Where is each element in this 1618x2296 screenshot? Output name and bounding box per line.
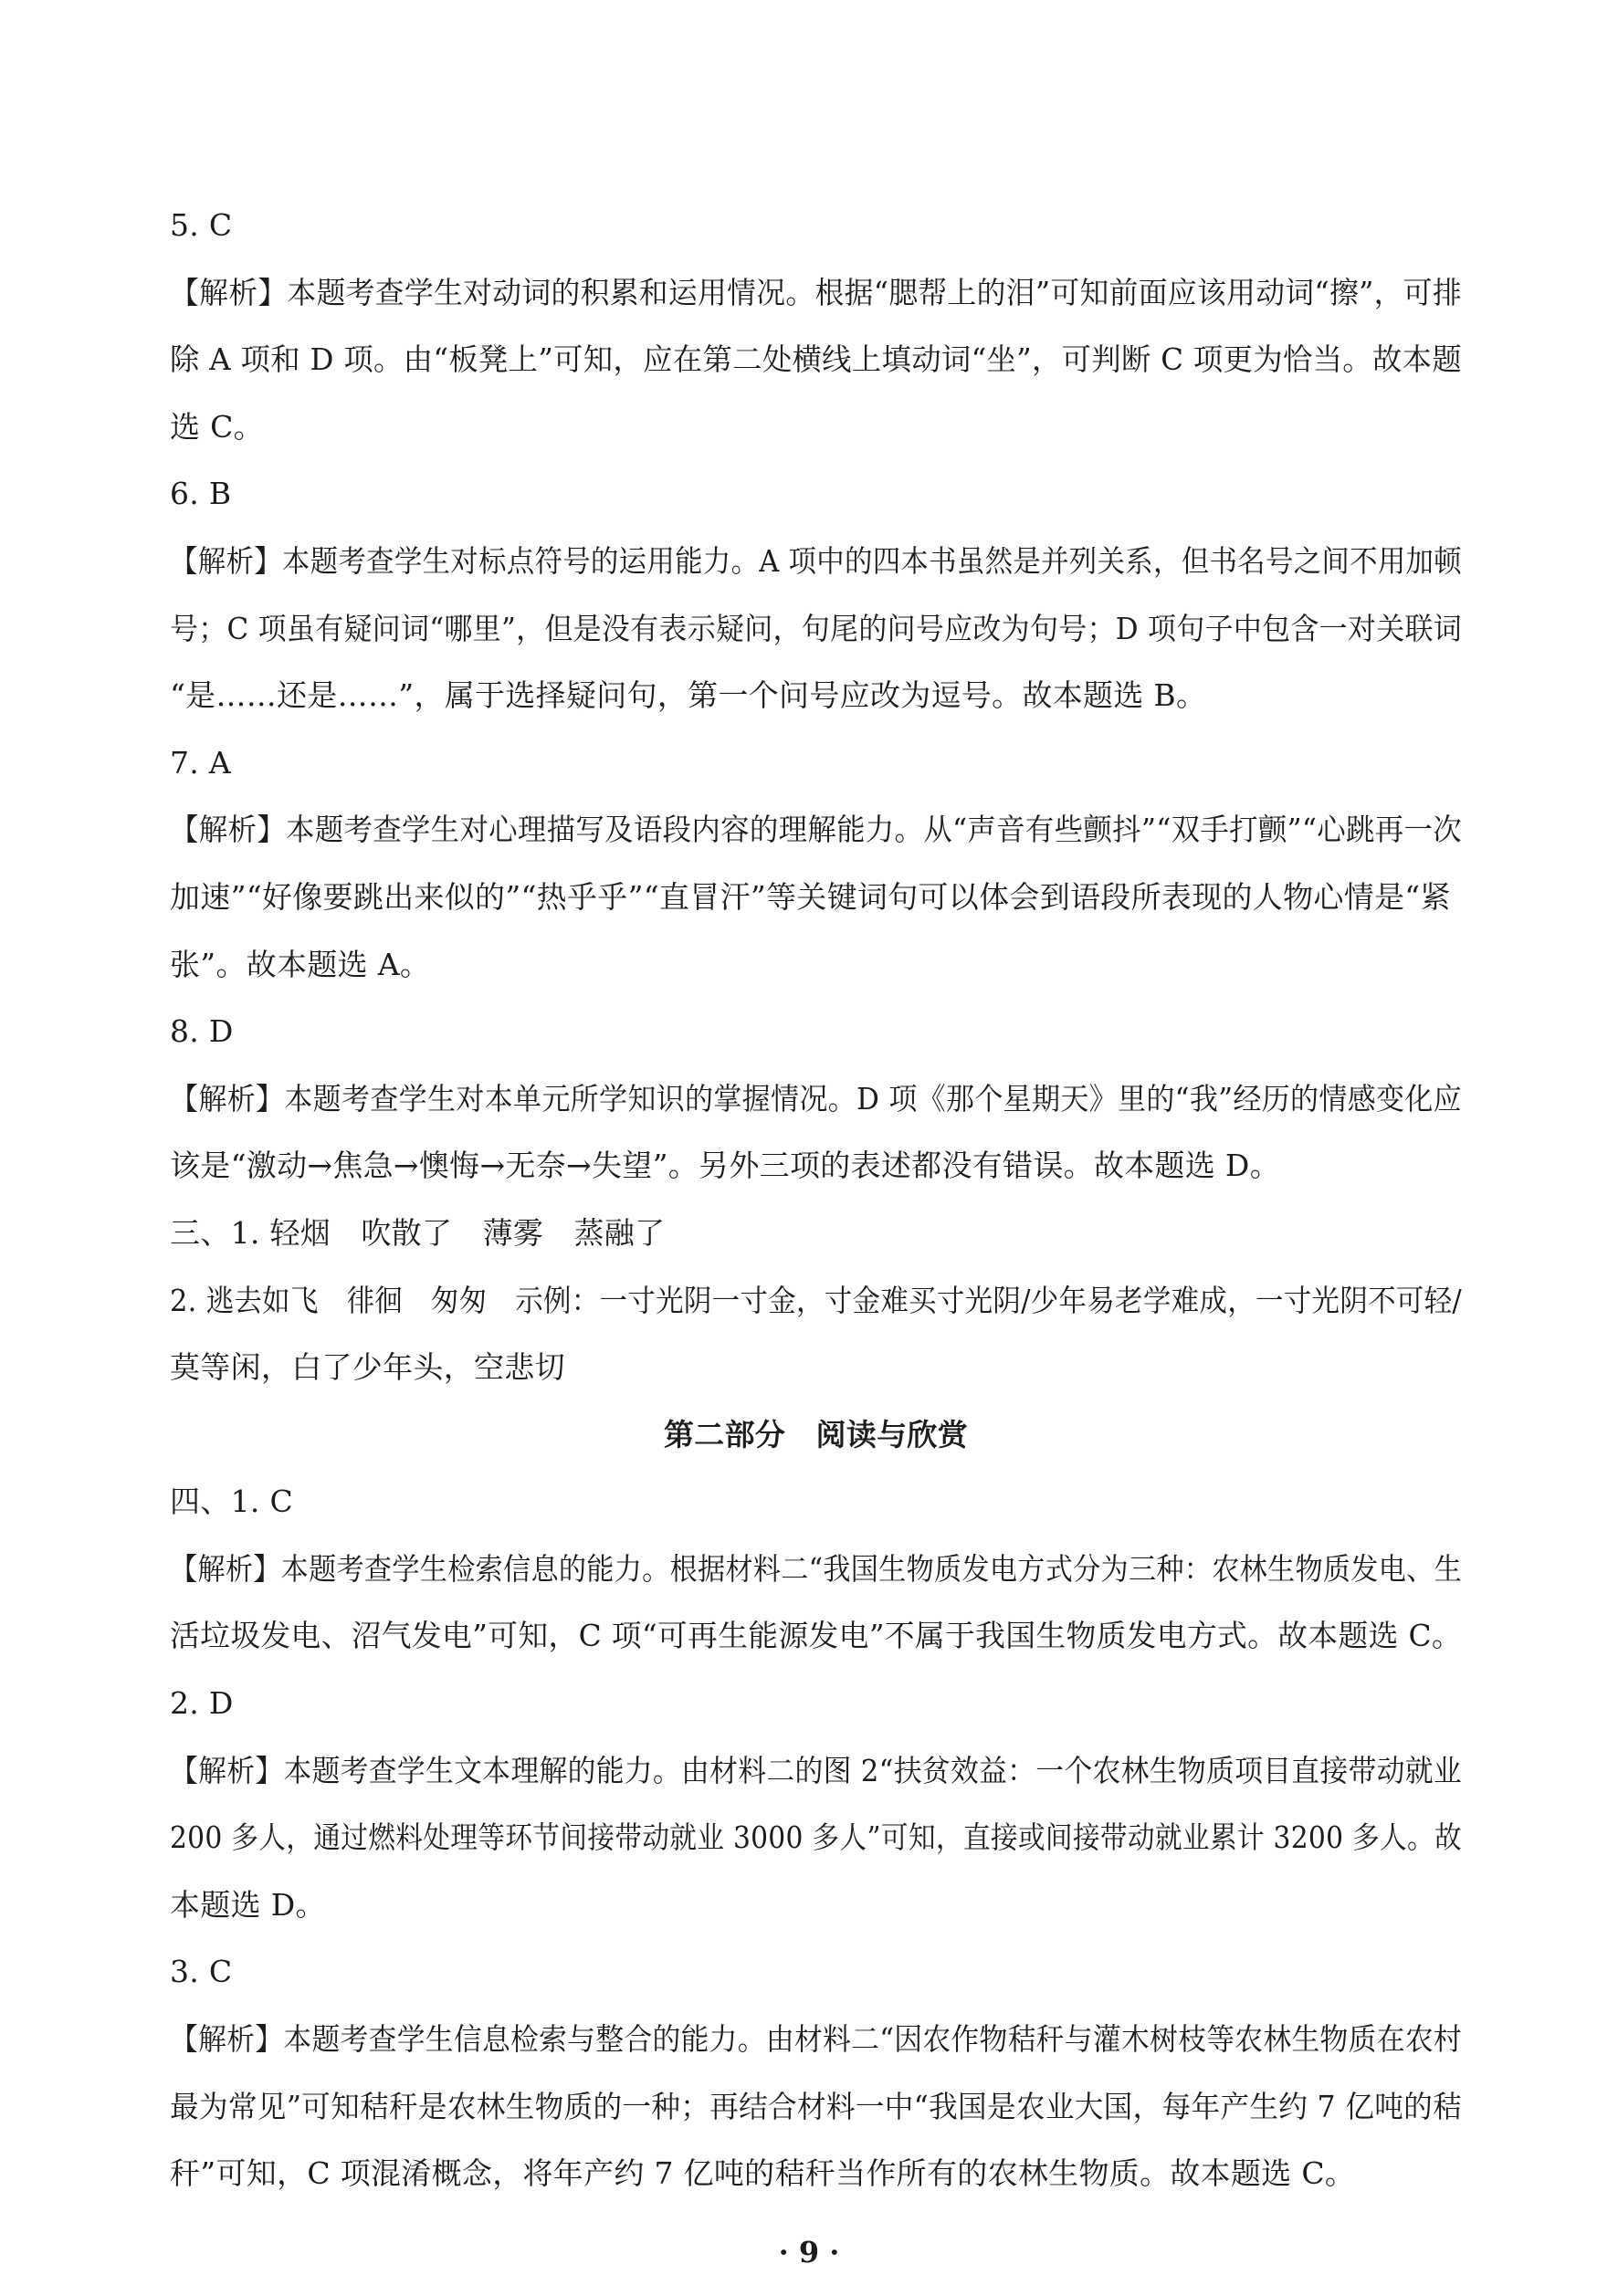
text-line: “是……还是……”，属于选择疑问句，第一个问号应改为逗号。故本题选 B。 <box>170 677 1207 714</box>
text-line: 7. A <box>170 744 232 781</box>
text-line: 【解析】本题考查学生文本理解的能力。由材料二的图 2“扶贫效益：一个农林生物质项目直接带动就业 <box>170 1752 1462 1788</box>
text-line: 本题选 D。 <box>170 1886 326 1923</box>
section-heading: 第二部分 阅读与欣赏 <box>664 1416 968 1452</box>
text-line: 三、1. 轻烟 吹散了 薄雾 蒸融了 <box>170 1214 666 1251</box>
text-line: 2. D <box>170 1685 234 1722</box>
text-line: 除 A 项和 D 项。由“板凳上”可知，应在第二处横线上填动词“坐”，可判断 C 项更为恰当。故本题 <box>170 341 1462 378</box>
text-line: 200 多人，通过燃料处理等环节间接带动就业 3000 多人”可知，直接或间接带动就业累计 3200 多人。故 <box>170 1819 1462 1856</box>
text-line: 6. B <box>170 476 232 512</box>
text-line: 【解析】本题考查学生对心理描写及语段内容的理解能力。从“声音有些颤抖”“双手打颤”“心跳再一次 <box>170 812 1462 848</box>
text-line: 【解析】本题考查学生检索信息的能力。根据材料二“我国生物质发电方式分为三种：农林生物质发电、生 <box>170 1550 1462 1587</box>
text-line: 3. C <box>170 1954 233 1990</box>
text-line: 该是“激动→焦急→懊悔→无奈→失望”。另外三项的表述都没有错误。故本题选 D。 <box>170 1148 1280 1184</box>
text-line: 号；C 项虽有疑问词“哪里”，但是没有表示疑问，句尾的问号应改为句号；D 项句子中包含一对关联词 <box>170 610 1462 646</box>
text-line: 5. C <box>170 207 233 243</box>
text-line: 【解析】本题考查学生对本单元所学知识的掌握情况。D 项《那个星期天》里的“我”经历的情感变化应 <box>170 1080 1462 1117</box>
text-line: 8. D <box>170 1013 234 1050</box>
text-line: 加速”“好像要跳出来似的”“热乎乎”“直冒汗”等关键词句可以体会到语段所表现的人物心情是“紧 <box>170 878 1451 915</box>
text-line: 四、1. C <box>170 1483 294 1520</box>
text-line: 【解析】本题考查学生对标点符号的运用能力。A 项中的四本书虽然是并列关系，但书名号之间不用加顿 <box>170 542 1462 579</box>
text-line: 最为常见”可知秸秆是农林生物质的一种；再结合材料一中“我国是农业大国，每年产生约 7 亿吨的秸 <box>170 2088 1462 2124</box>
text-line: 选 C。 <box>170 408 264 445</box>
text-line: 【解析】本题考查学生对动词的积累和运用情况。根据“腮帮上的泪”可知前面应该用动词“擦”，可排 <box>170 274 1462 310</box>
text-line: 活垃圾发电、沼气发电”可知，C 项“可再生能源发电”不属于我国生物质发电方式。故本题选 C。 <box>170 1618 1462 1654</box>
page-number: · 9 · <box>778 2235 840 2270</box>
text-line: 张”。故本题选 A。 <box>170 946 431 982</box>
answer-page-body <box>170 192 1462 2207</box>
text-line: 秆”可知，C 项混淆概念，将年产约 7 亿吨的秸秆当作所有的农林生物质。故本题选 C。 <box>170 2155 1356 2192</box>
text-line: 【解析】本题考查学生信息检索与整合的能力。由材料二“因农作物秸秆与灌木树枝等农林生物质在农村 <box>170 2021 1462 2058</box>
text-line: 莫等闲，白了少年头，空悲切 <box>170 1349 565 1386</box>
text-line: 2. 逃去如飞 徘徊 匆匆 示例：一寸光阴一寸金，寸金难买寸光阴/少年易老学难成，一寸光阴不可轻/ <box>170 1282 1462 1318</box>
